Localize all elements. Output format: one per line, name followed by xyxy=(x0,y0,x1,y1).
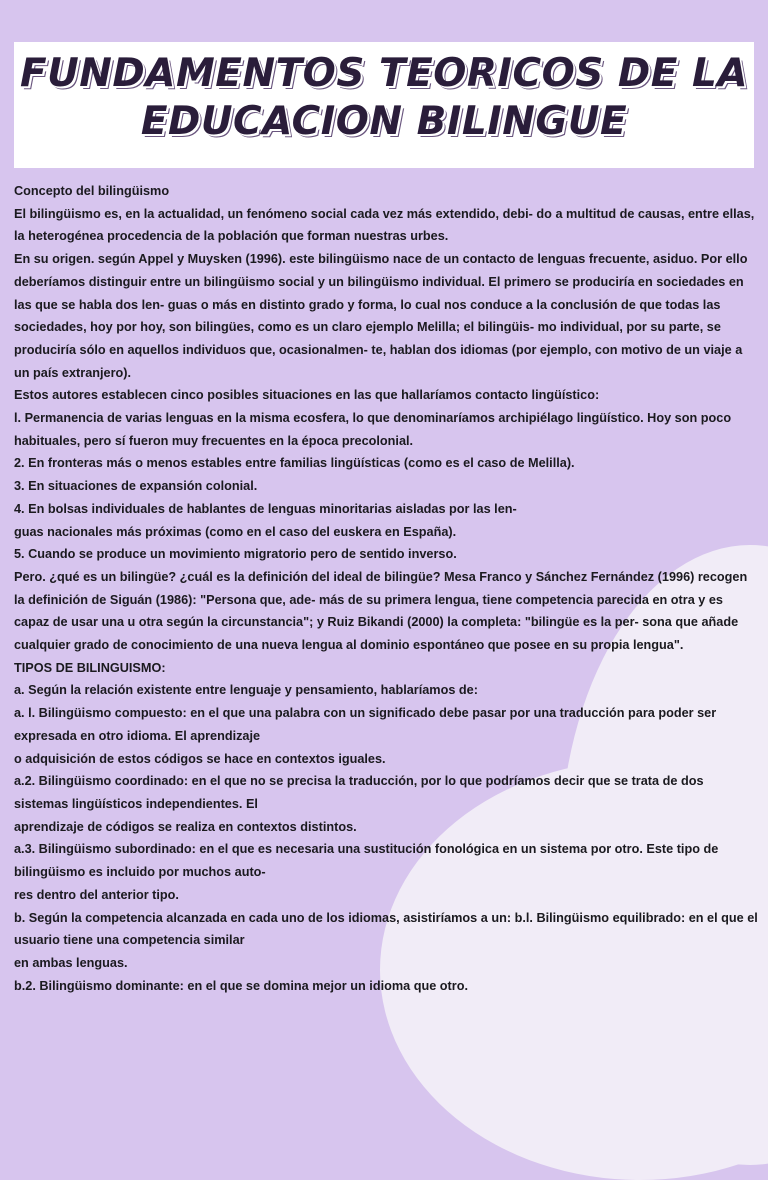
list-item: 5. Cuando se produce un movimiento migratorio pero de sentido inverso. xyxy=(14,547,457,562)
list-item: l. Permanencia de varias lenguas en la misma ecosfera, lo que denominaríamos archipiélago lingüístico. Hoy son poco habituales, pero sí fueron muy frecuentes en la época precolonial. xyxy=(14,411,732,448)
list-item: guas nacionales más próximas (como en el caso del euskera en España). xyxy=(14,524,457,539)
paragraph: El bilingüismo es, en la actualidad, un fenómeno social cada vez más extendido, debi- do a multitud de causas, entre ellas, la heterogénea procedencia de la población que forman nuestras urbes. xyxy=(14,206,755,244)
section-heading: TIPOS DE BILINGUISMO: xyxy=(14,660,166,675)
list-item: o adquisición de estos códigos se hace en contextos iguales. xyxy=(14,751,386,766)
list-item: 3. En situaciones de expansión colonial. xyxy=(14,479,258,494)
list-item: 2. En fronteras más o menos estables entre familias lingüísticas (como es el caso de Melilla). xyxy=(14,456,575,471)
paragraph: En su origen. según Appel y Muysken (1996). este bilingüismo nace de un contacto de lenguas frecuente, asiduo. Por ello deberíamos distinguir entre un bilingüismo social y un bilingüismo individual. El primero se produciría en sociedades en las que se habla dos len- guas o más en distinto grado y forma, lo cual nos conduce a la conclusión de que todas las sociedades, hoy por hoy, son bilingües, como es un claro ejemplo Melilla; el bilingüis- mo individual, por su parte, se produciría sólo en aquellos individuos que, ocasionalmen- te, hablan dos idiomas (por ejemplo, con motivo de un viaje a un país extranjero). xyxy=(14,252,748,380)
list-item: 4. En bolsas individuales de hablantes de lenguas minoritarias aisladas por las len- xyxy=(14,501,517,516)
list-item: aprendizaje de códigos se realiza en contextos distintos. xyxy=(14,819,357,834)
document-body xyxy=(14,180,758,997)
page-title-line-1: FUNDAMENTOS TEORICOS DE LA xyxy=(19,51,749,96)
title-banner xyxy=(14,42,754,168)
paragraph: Pero. ¿qué es un bilingüe? ¿cuál es la definición del ideal de bilingüe? Mesa Franco y Sánchez Fernández (1996) recogen la definición de Siguán (1986): "Persona que, ade- más de su primera lengua, tiene competencia parecida en otra y es capaz de usar una u otra según la circunstancia"; y Ruiz Bikandi (2000) la completa: "bilingüe es la per- sona que añade cualquier grado de conocimiento de una nueva lengua al dominio espontáneo que posee en su propia lengua". xyxy=(14,569,748,653)
list-item: b.2. Bilingüismo dominante: en el que se domina mejor un idioma que otro. xyxy=(14,978,468,993)
page-title-line-2: EDUCACION BILINGUE xyxy=(140,99,628,144)
list-item: a. l. Bilingüismo compuesto: en el que una palabra con un significado debe pasar por una traducción para poder ser expresada en otro idioma. El aprendizaje xyxy=(14,706,717,743)
paragraph: Estos autores establecen cinco posibles situaciones en las que hallaríamos contacto lingüístico: xyxy=(14,388,600,403)
list-item: a.2. Bilingüismo coordinado: en el que no se precisa la traducción, por lo que podríamos decir que se trata de dos sistemas lingüísticos independientes. El xyxy=(14,774,704,811)
section-heading: Concepto del bilingüismo xyxy=(14,184,170,198)
list-item: a.3. Bilingüismo subordinado: en el que es necesaria una sustitución fonológica en un sistema por otro. Este tipo de bilingüismo es incluido por muchos auto- xyxy=(14,842,719,880)
list-item: res dentro del anterior tipo. xyxy=(14,887,179,902)
paragraph: a. Según la relación existente entre lenguaje y pensamiento, hablaríamos de: xyxy=(14,683,478,698)
list-item: b. Según la competencia alcanzada en cada uno de los idiomas, asistiríamos a un: b.l. Bilingüismo equilibrado: en el que el usuario tiene una competencia similar xyxy=(14,910,758,948)
list-item: en ambas lenguas. xyxy=(14,955,128,970)
